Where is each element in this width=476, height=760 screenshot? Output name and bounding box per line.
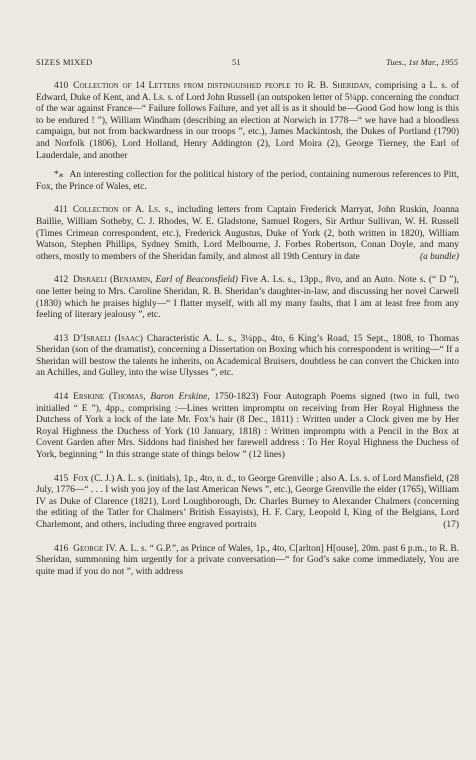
lot-number: 412 xyxy=(54,275,69,286)
lot-heading-title: Baron Erskine, xyxy=(145,392,210,403)
lot-410-note xyxy=(36,170,459,193)
lot-number: 410 xyxy=(54,81,69,91)
lot-description: Characteristic A. L. s., 3¼pp., 4to, 6 King’s Road, 15 Sept., 1808, to Thomas Sheridan (son of the dramatist), concerning a Dissertation on Boxing which his correspondent is writing—“ If a Sheridan will bestow the talents he inherits, on Academical Bruisers, doubtless he can convert the Chicken into an Achilles, and Gulley, into the wise Ulysses ”, etc. xyxy=(36,333,460,379)
lot-413 xyxy=(36,334,459,380)
lot-414 xyxy=(36,392,459,462)
lot-description: 1750-1823) Four Autograph Poems signed (two in full, two initialled “ E ”), 4pp., comprising :—Lines written impromptu on receiving from Her Royal Highness the Dutchess of York a lock of the late Mr. Fox’s hair (8 Dec., 1811) : Written under a Clock given me by Her Royal Highness the Duchess of York (10 January, 1818) : Written impromptu with a Pencil in the Box at Covent Garden after Mrs. Siddons had finished her farewell address : To Her Royal Highness the Duchess of York, beginning “ In this strange state of things below ” (12 lines) xyxy=(36,392,460,461)
lot-number: 413 xyxy=(54,333,69,344)
lot-description: A. L. s. “ G.P.”, as Prince of Wales, 1p., 4to, C[arlton] H[ouse], 20m. past 6 p.m., to R. B. Sheridan, summoning him urgently for a private conversation—“ for God’s sake come immediately, You are quite mad if you do not ”, with address xyxy=(36,543,460,577)
lot-411 xyxy=(36,205,459,263)
lot-number: 411 xyxy=(54,205,68,216)
lot-heading: Collection of A. Ls. s., xyxy=(72,205,174,216)
lot-quantity: (17) xyxy=(443,520,459,530)
lot-number: 416 xyxy=(54,543,69,554)
note-text: An interesting collection for the political history of the period, containing numerous references to Pitt, Fox, the Prince of Wales, etc. xyxy=(36,170,459,192)
lot-heading: D’Israeli (Isaac) xyxy=(73,333,143,344)
page-number: 51 xyxy=(232,57,241,67)
page-header xyxy=(36,57,458,69)
lot-heading: Collection of 14 Letters from distinguished people to R. B. Sheridan, xyxy=(73,81,372,91)
note-marker: *⁎ xyxy=(54,170,64,181)
sale-date: Tues., 1st Mar., 1955 xyxy=(386,57,458,67)
lot-heading-title: Earl of Beaconsfield) xyxy=(152,275,238,286)
lot-heading: Erskine (Thomas, xyxy=(73,392,146,403)
lot-number: 415 xyxy=(54,473,69,484)
lot-heading: Disraeli (Benjamin, xyxy=(73,275,153,286)
lot-heading: Fox (C. J.) xyxy=(73,473,115,484)
lot-410 xyxy=(36,81,459,162)
lot-number: 414 xyxy=(54,392,69,403)
lot-description: including letters from Captain Frederick Marryat, John Ruskin, Joanna Baillie, William Sotheby, C. J. Rhodes, W. E. Gladstone, Samuel Rogers, Sir Arthur Sullivan, W. H. Russell (Times Crimean correspondent, etc.), Frederick Augustus, Duke of York (2, both written in 1820), William Watson, Stephen Phillips, Sydney Smith, Lord Melbourne, J. Forbes Robertson, Conan Doyle, and many others, mostly to members of the Sheridan family, and almost all 19th Century in date xyxy=(36,205,459,262)
lot-description: A. L. s. (initials), 1p., 4to, n. d., to George Grenville ; also A. Ls. s. of Lord Mansfield, (28 July, 1776—“ . . . I wish you joy of the last American News ”, etc.), George Grenville the elder (1765), William IV as Duke of Clarence (1821), Lord Loughborough, Dr. Charles Burney to Alexander Chalmers (concerning the editing of the Tatler for Chalmers’ British Essayists), H. F. Cary, Leopold I, King of the Belgians, Lord Charlemont, and others, including three engraved portraits xyxy=(36,473,459,530)
lot-416 xyxy=(36,544,459,579)
lot-list xyxy=(36,81,459,590)
lot-description: comprising a L. s. of Edward, Duke of Kent, and A. Ls. s. of Lord John Russell (an outspoken letter of 5¼pp. concerning the conduct of the war against France—“ Failure follows Failure, and yet all is as it should be—Good God how long is this to be endured ! ”), William Windham (describing an election at Norwich in 1778—“ we have had a bloodless campaign, but not from backwardness in our troops ”, etc.), James Mackintosh, the Dukes of Portland (1790) and Norfolk (1806), Lord Holland, Henry Addington (2), Lord Moira (2), George Tierney, the Earl of Lauderdale, and another xyxy=(36,81,459,161)
lot-quantity: (a bundle) xyxy=(419,251,459,262)
lot-415 xyxy=(36,474,459,532)
header-section-title: SIZES MIXED xyxy=(36,57,93,67)
lot-description: Five A. Ls. s., 13pp., 8vo, and an Auto. Note s. (“ D ”), one letter being to Mrs. Caroline Sheridan, R. B. Sheridan’s daughter-in-law, and discussing her novel Carwell (1830) which he praises highly—“ I flatter myself, with all my many faults, that I am at least free from any feeling of literary jealousy ”, etc. xyxy=(36,275,459,321)
lot-412 xyxy=(36,275,459,321)
lot-heading: George IV. xyxy=(73,543,117,554)
